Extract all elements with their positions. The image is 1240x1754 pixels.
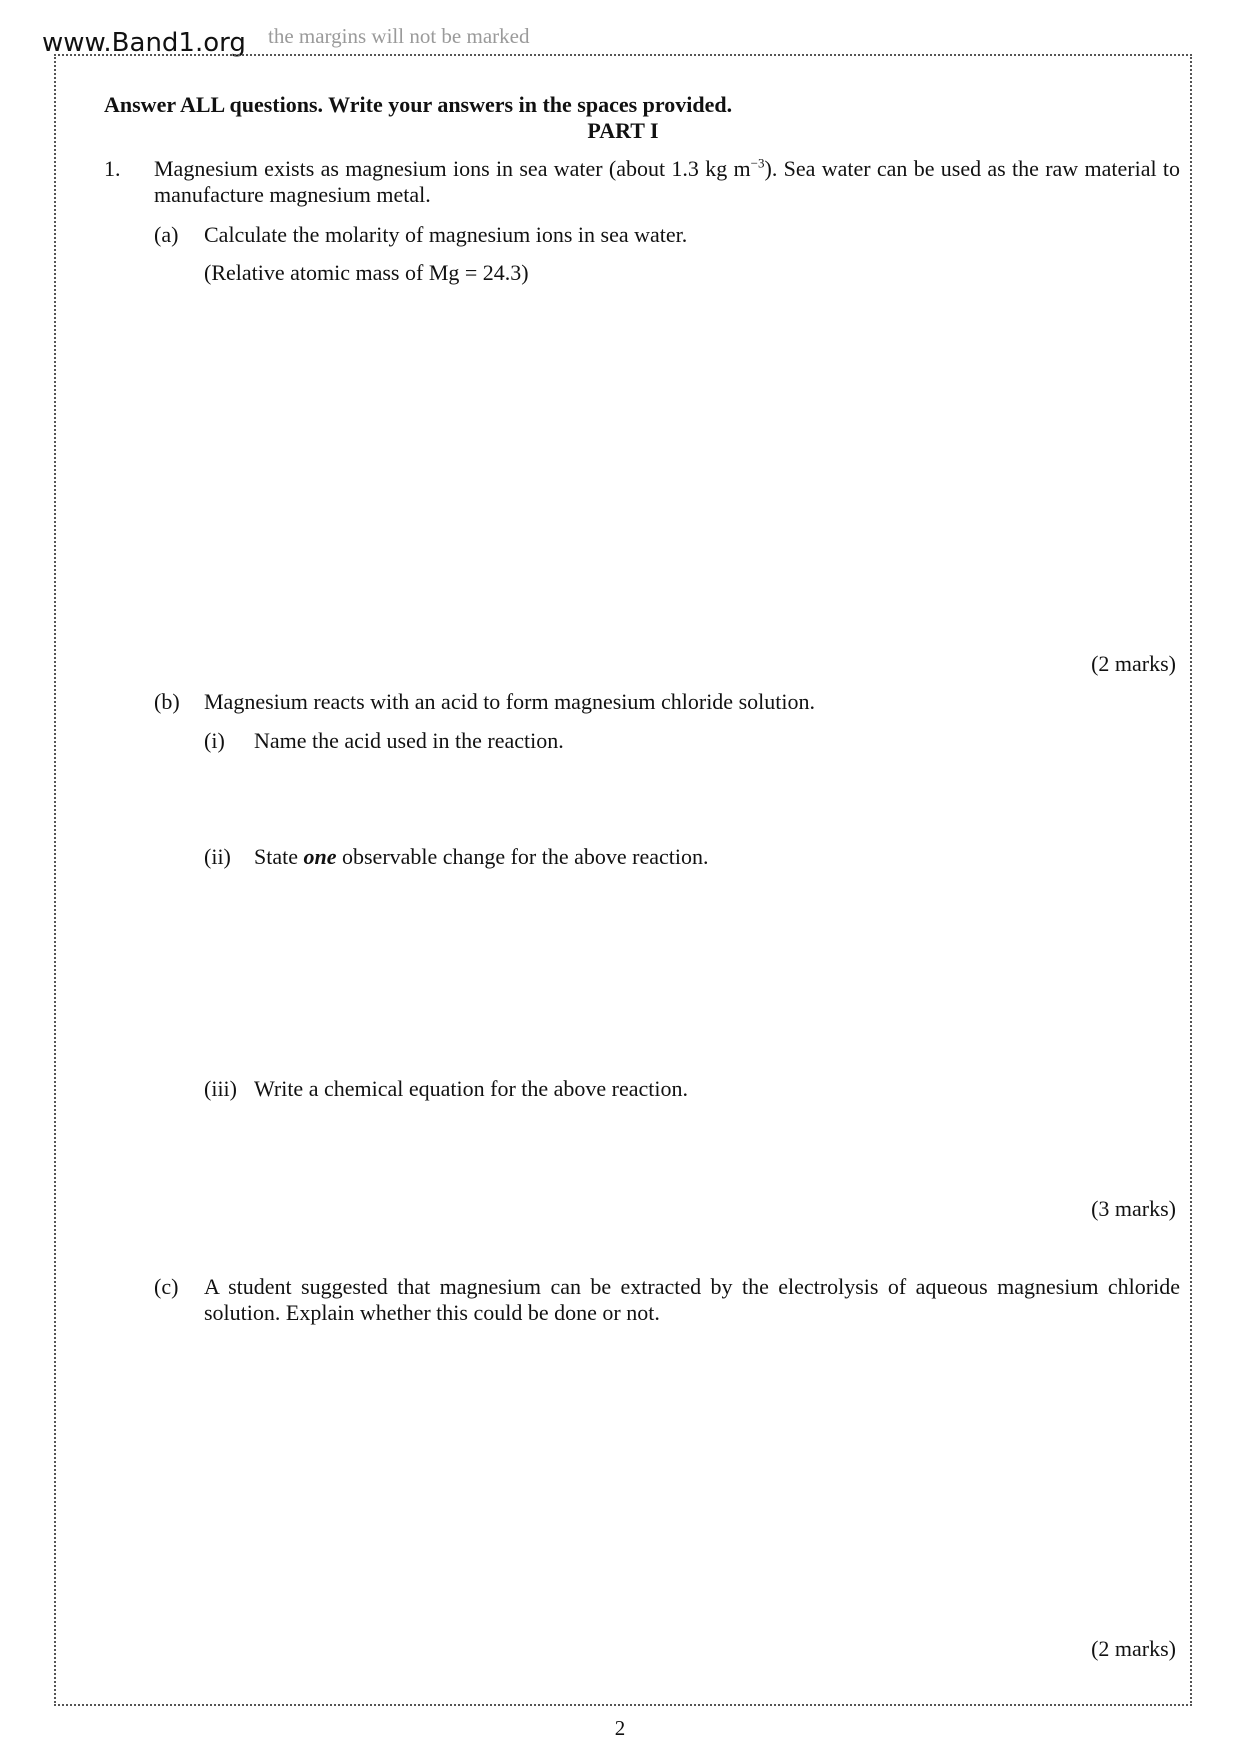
superscript: −3 [750, 155, 765, 171]
question-stem: Magnesium exists as magnesium ions in sea water (about 1.3 kg $m^{-3}$). Sea water can be used as the raw material to manufacture magnesium metal. [154, 155, 1180, 207]
part-b-iii-label: (iii) [204, 1076, 237, 1101]
part-a-label: (a) [154, 222, 179, 247]
part-b-label: (b) [154, 689, 180, 714]
part-b-ii-text: State one observable change for the above reaction. [254, 844, 709, 869]
part-b-marks: (3 marks) [1091, 1196, 1176, 1221]
part-a-marks: (2 marks) [1091, 651, 1176, 676]
site-watermark: www.Band1.org [42, 28, 246, 58]
part-c-label: (c) [154, 1274, 179, 1299]
part-b-text: Magnesium reacts with an acid to form magnesium chloride solution. [204, 689, 815, 714]
answer-frame [54, 54, 1192, 1706]
margin-note: the margins will not be marked [268, 24, 530, 48]
part-b-i-label: (i) [204, 728, 225, 753]
part-heading: PART I [587, 118, 659, 143]
part-b-i-text: Name the acid used in the reaction. [254, 728, 564, 753]
part-a-note: (Relative atomic mass of Mg = 24.3) [204, 260, 529, 285]
part-b-ii-label: (ii) [204, 844, 231, 869]
part-b-iii-text: Write a chemical equation for the above reaction. [254, 1076, 689, 1101]
instruction: Answer ALL questions. Write your answers in the spaces provided. [104, 92, 733, 117]
part-c-text: A student suggested that magnesium can be extracted by the electrolysis of aqueous magnesium chloride solution. Explain whether this could be done or not. [204, 1274, 1180, 1325]
page-number: 2 [614, 1716, 626, 1740]
part-c-marks: (2 marks) [1091, 1636, 1176, 1661]
part-a-text: Calculate the molarity of magnesium ions in sea water. [204, 222, 688, 247]
question-number: 1. [104, 156, 121, 181]
